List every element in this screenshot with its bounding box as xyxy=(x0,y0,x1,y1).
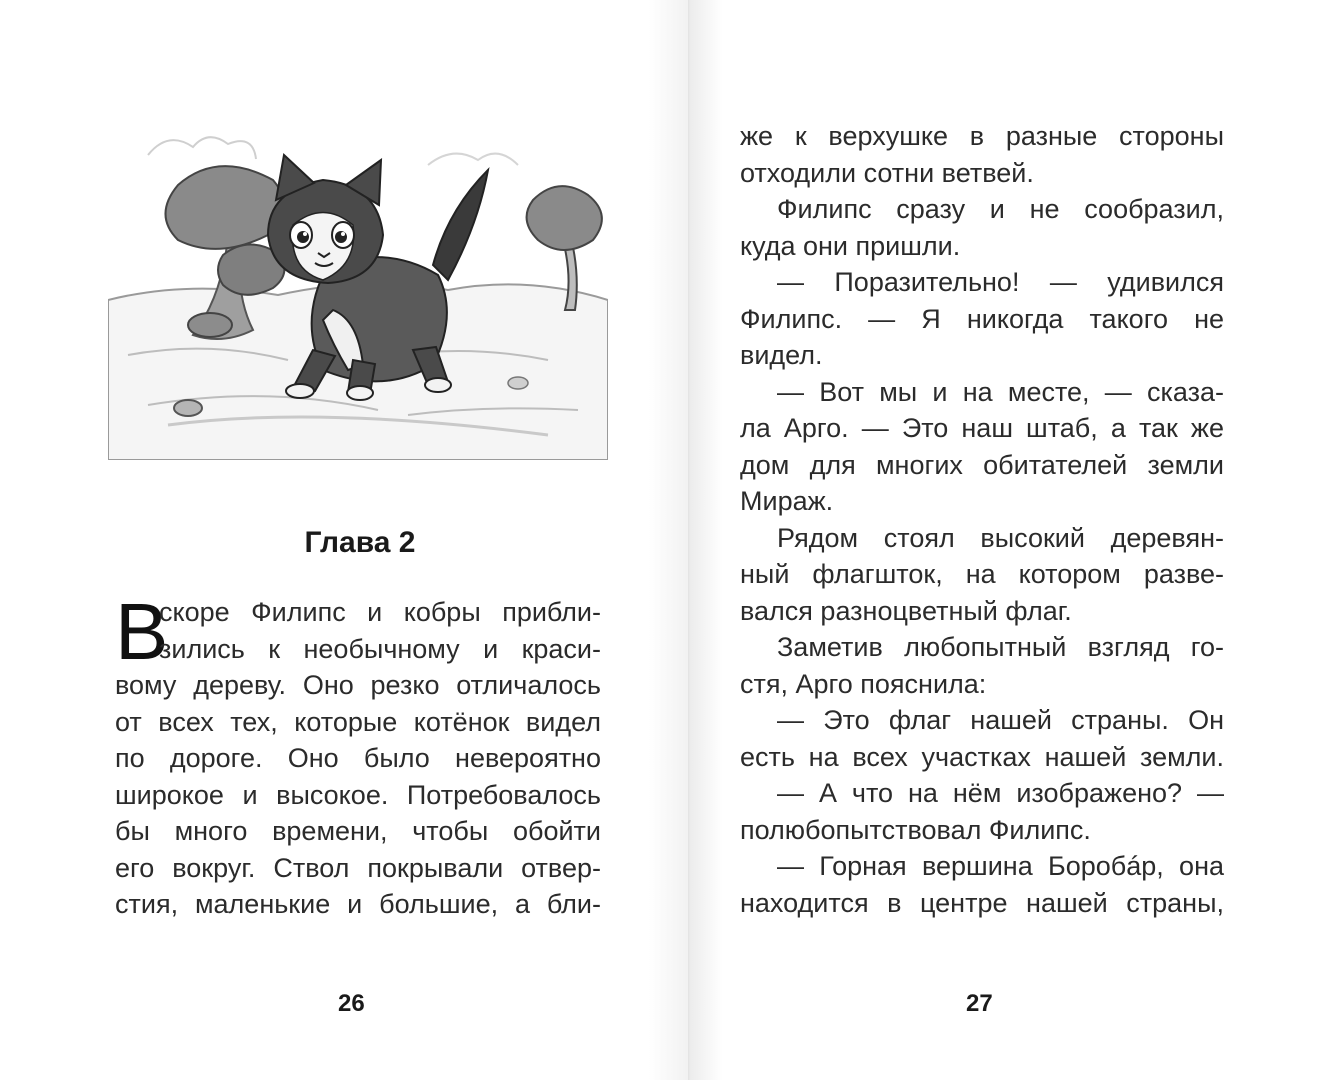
text-line: от всех тех, которые котёнок видел xyxy=(115,706,601,737)
text-line: куда они пришли. xyxy=(740,230,961,261)
text-line: его вокруг. Ствол покрывали отвер- xyxy=(115,852,601,883)
text-line: стия, маленькие и большие, а бли- xyxy=(115,889,601,919)
text-line: Филипс сразу и не сообразил, xyxy=(777,194,1224,224)
drop-cap: В xyxy=(115,587,169,676)
kitten-illustration xyxy=(108,125,608,460)
text-line: Мираж. xyxy=(740,486,834,516)
text-line: ла Арго. — Это наш штаб, а так же xyxy=(740,413,1224,443)
page-number-left: 26 xyxy=(338,990,365,1017)
text-line: зились к необычному и краси- xyxy=(159,633,601,664)
text-line: — Вот мы и на месте, — сказа- xyxy=(777,376,1224,407)
text-line: — Горная вершина Боробáр, она xyxy=(777,851,1224,881)
chapter-title: Глава 2 xyxy=(304,526,416,559)
text-line: находится в центре нашей страны, xyxy=(740,887,1224,918)
text-line: видел. xyxy=(740,340,823,370)
text-line: отходили сотни ветвей. xyxy=(740,157,1034,188)
text-line: скоре Филипс и кобры прибли- xyxy=(159,597,601,627)
text-line: — А что на нём изображено? — xyxy=(777,778,1224,808)
text-line: вому дереву. Оно резко отличалось xyxy=(115,670,601,700)
text-line: Заметив любопытный взгляд го- xyxy=(777,632,1224,662)
left-page-text xyxy=(115,587,601,923)
text-line: ный флагшток, на котором разве- xyxy=(740,559,1224,589)
text-line: — Поразительно! — удивился xyxy=(777,267,1224,297)
text-line: дом для многих обитателей земли xyxy=(740,449,1224,480)
text-line: широкое и высокое. Потребовалось xyxy=(115,779,601,810)
text-line: Рядом стоял высокий деревян- xyxy=(777,522,1224,553)
right-page-text xyxy=(740,118,1224,921)
text-line: есть на всех участках нашей земли. xyxy=(740,741,1224,772)
page-number-right: 27 xyxy=(966,990,993,1017)
text-line: бы много времени, чтобы обойти xyxy=(115,816,601,846)
text-line: стя, Арго пояснила: xyxy=(740,668,987,699)
text-line: по дороге. Оно было невероятно xyxy=(115,743,601,773)
text-line: же к верхушке в разные стороны xyxy=(740,121,1224,151)
text-line: Филипс. — Я никогда такого не xyxy=(740,303,1224,334)
text-line: — Это флаг нашей страны. Он xyxy=(777,705,1224,735)
text-line: полюбопытствовал Филипс. xyxy=(740,814,1091,845)
text-line: вался разноцветный флаг. xyxy=(740,595,1072,626)
